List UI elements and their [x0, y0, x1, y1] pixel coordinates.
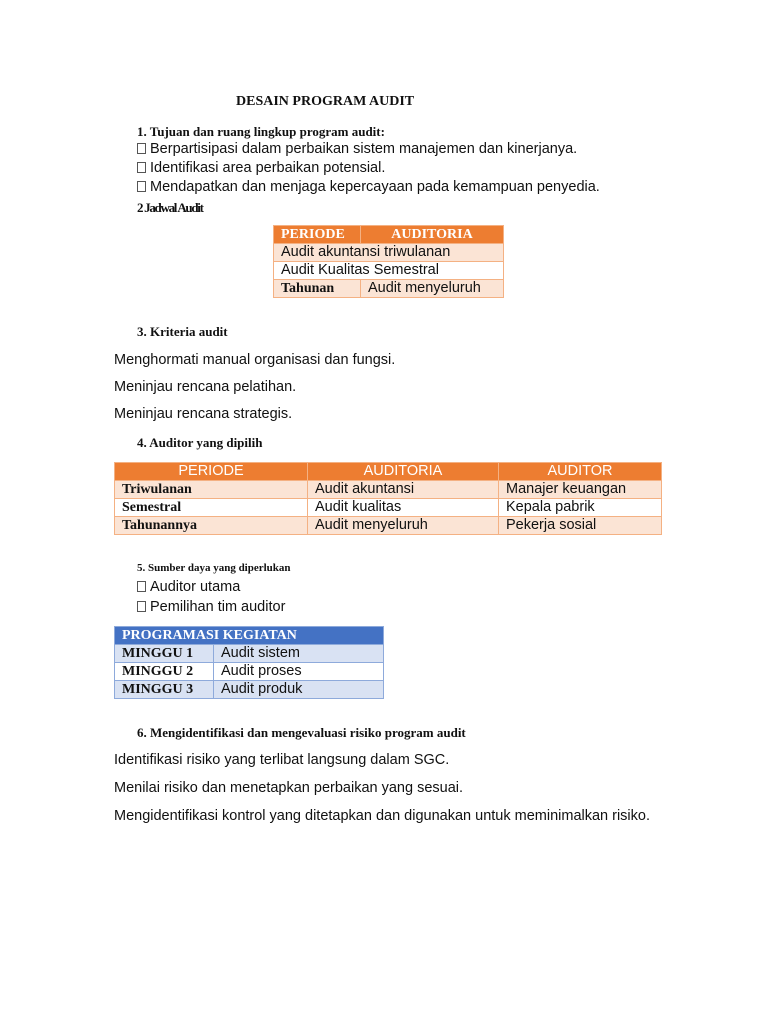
checkbox-glyph-icon [137, 601, 146, 612]
table-header: AUDITORIA [361, 226, 504, 244]
table-cell: Pekerja sosial [499, 517, 662, 535]
table-row [115, 517, 662, 535]
table-cell: Tahunannya [115, 517, 308, 535]
paragraph: Identifikasi risiko yang terlibat langsung dalam SGC. [114, 752, 450, 768]
table-cell: Audit proses [214, 663, 384, 681]
table-cell: Audit akuntansi [308, 481, 499, 499]
checkbox-glyph-icon [137, 181, 146, 192]
section-5-bullet: Pemilihan tim auditor [137, 599, 285, 615]
table-cell: Audit menyeluruh [361, 280, 504, 298]
checkbox-glyph-icon [137, 143, 146, 154]
table-cell: Audit Kualitas Semestral [274, 262, 504, 280]
paragraph: Meninjau rencana pelatihan. [114, 379, 297, 395]
section-2-heading: 2 Jadwal Audit [137, 200, 203, 215]
document-title: DESAIN PROGRAM AUDIT [236, 94, 415, 109]
section-4-heading: 4. Auditor yang dipilih [137, 435, 263, 450]
paragraph: Menghormati manual organisasi dan fungsi. [114, 352, 396, 368]
paragraph: Menilai risiko dan menetapkan perbaikan yang sesuai. [114, 780, 464, 796]
table-row [274, 262, 504, 280]
table-cell: Audit menyeluruh [308, 517, 499, 535]
table-cell: Kepala pabrik [499, 499, 662, 517]
section-5-heading: 5. Sumber daya yang diperlukan [137, 562, 291, 574]
table-row [274, 280, 504, 298]
paragraph: Meninjau rencana strategis. [114, 406, 293, 422]
table-cell: Audit produk [214, 681, 384, 699]
table-cell: Semestral [115, 499, 308, 517]
table-cell: Audit sistem [214, 645, 384, 663]
table-cell: Tahunan [274, 280, 361, 298]
table-cell: MINGGU 2 [115, 663, 214, 681]
table-row [115, 681, 384, 699]
table-row [274, 244, 504, 262]
table-row [115, 499, 662, 517]
table-row [115, 481, 662, 499]
table-cell: MINGGU 1 [115, 645, 214, 663]
section-1-heading: 1. Tujuan dan ruang lingkup program audit: [137, 124, 385, 139]
table-cell: Triwulanan [115, 481, 308, 499]
table-cell: Audit akuntansi triwulanan [274, 244, 504, 262]
table-cell: Manajer keuangan [499, 481, 662, 499]
section-3-heading: 3. Kriteria audit [137, 324, 228, 339]
table-header: AUDITOR [499, 463, 662, 481]
section-1-bullet: Identifikasi area perbaikan potensial. [137, 160, 385, 176]
checkbox-glyph-icon [137, 162, 146, 173]
table-header: PROGRAMASI KEGIATAN [115, 627, 384, 645]
section-6-heading: 6. Mengidentifikasi dan mengevaluasi risiko program audit [137, 725, 466, 740]
auditor-table [114, 462, 662, 535]
table-row [115, 645, 384, 663]
table-header: PERIODE [115, 463, 308, 481]
section-1-bullet: Berpartisipasi dalam perbaikan sistem manajemen dan kinerjanya. [137, 141, 577, 157]
table-cell: Audit kualitas [308, 499, 499, 517]
table-header: AUDITORIA [308, 463, 499, 481]
schedule-table [273, 225, 504, 298]
paragraph: Mengidentifikasi kontrol yang ditetapkan dan digunakan untuk meminimalkan risiko. [114, 808, 650, 824]
table-row [115, 663, 384, 681]
activity-schedule-table [114, 626, 384, 699]
table-header: PERIODE [274, 226, 361, 244]
checkbox-glyph-icon [137, 581, 146, 592]
section-1-bullet: Mendapatkan dan menjaga kepercayaan pada kemampuan penyedia. [137, 179, 600, 195]
section-5-bullet: Auditor utama [137, 579, 240, 595]
table-cell: MINGGU 3 [115, 681, 214, 699]
